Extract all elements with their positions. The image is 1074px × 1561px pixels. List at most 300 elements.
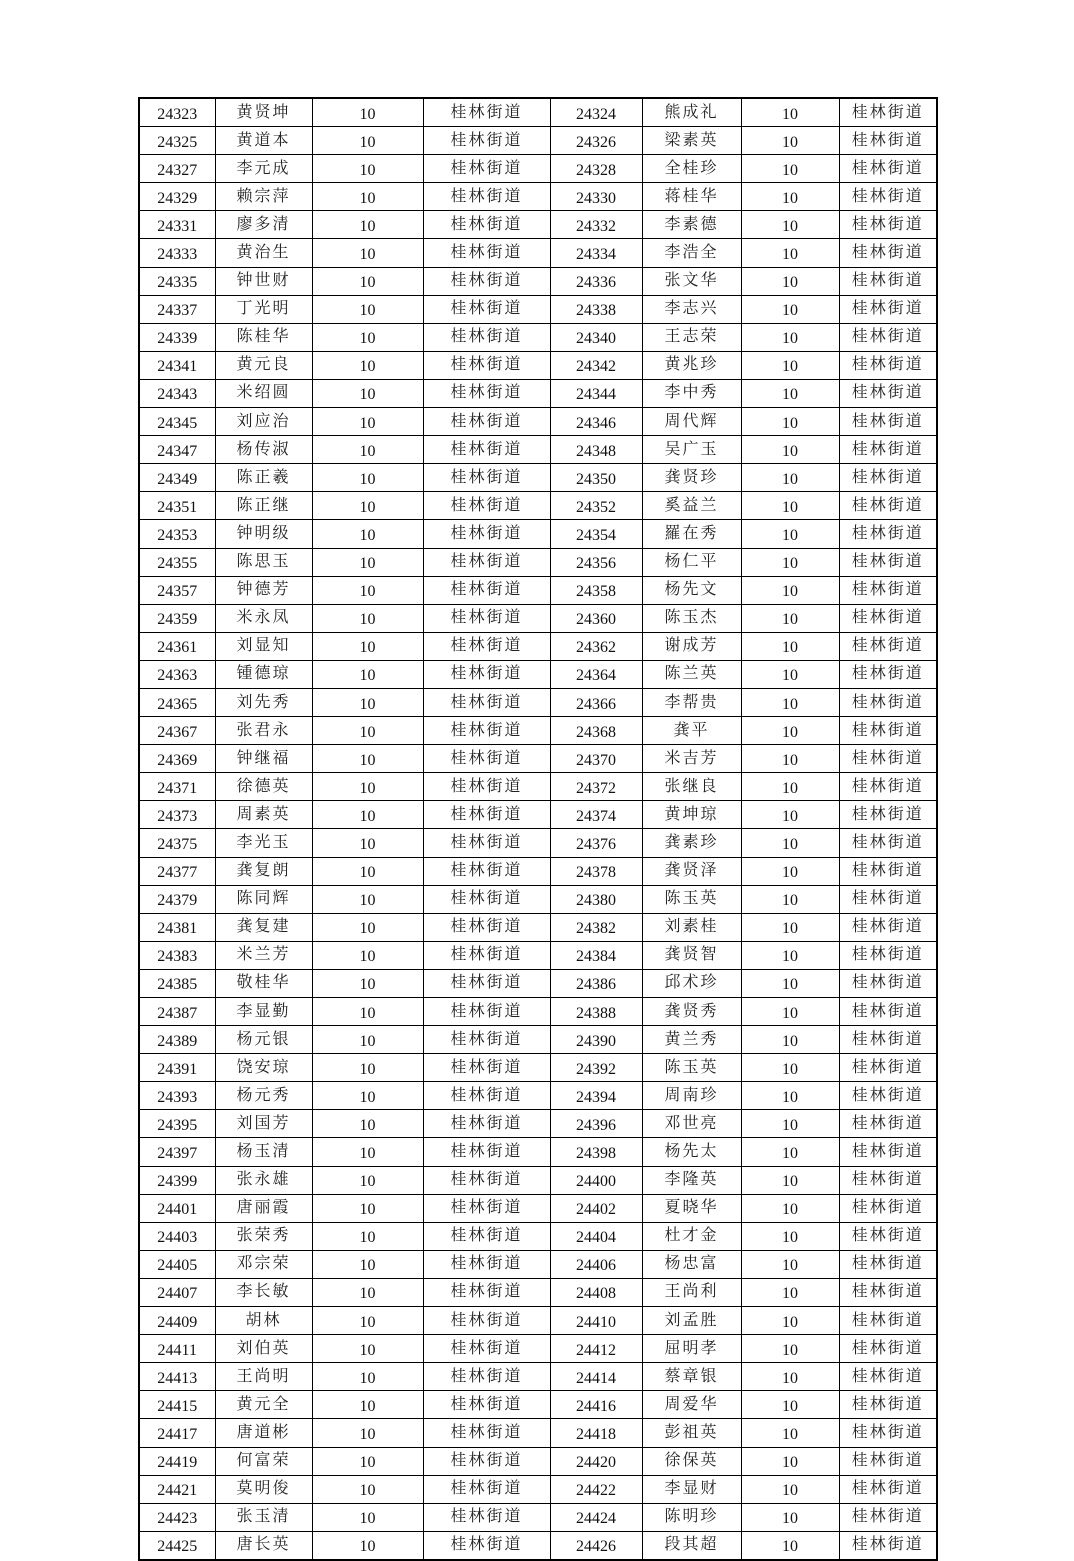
amount-cell: 10 <box>312 885 423 913</box>
table-row <box>139 1054 937 1082</box>
street-name-cell: 桂林街道 <box>423 379 550 407</box>
street-name-cell: 桂林街道 <box>423 520 550 548</box>
amount-cell: 10 <box>312 604 423 632</box>
person-name-cell: 饶安琼 <box>215 1054 312 1082</box>
person-name-cell: 何富荣 <box>215 1447 312 1475</box>
street-name-cell: 桂林街道 <box>839 351 937 379</box>
record-id-cell: 24421 <box>139 1475 215 1503</box>
street-name-cell: 桂林街道 <box>423 1531 550 1560</box>
table-row <box>139 969 937 997</box>
record-id-cell: 24401 <box>139 1194 215 1222</box>
street-name-cell: 桂林街道 <box>839 1447 937 1475</box>
street-name-cell: 桂林街道 <box>423 745 550 773</box>
record-id-cell: 24363 <box>139 660 215 688</box>
amount-cell: 10 <box>741 548 839 576</box>
person-name-cell: 陈桂华 <box>215 323 312 351</box>
record-id-cell: 24402 <box>550 1194 642 1222</box>
amount-cell: 10 <box>312 941 423 969</box>
person-name-cell: 陈玉英 <box>642 1054 741 1082</box>
table-row <box>139 1278 937 1306</box>
person-name-cell: 廖多清 <box>215 211 312 239</box>
person-name-cell: 张荣秀 <box>215 1222 312 1250</box>
table-row <box>139 745 937 773</box>
street-name-cell: 桂林街道 <box>839 408 937 436</box>
person-name-cell: 胡林 <box>215 1307 312 1335</box>
record-id-cell: 24383 <box>139 941 215 969</box>
record-id-cell: 24381 <box>139 913 215 941</box>
street-name-cell: 桂林街道 <box>423 1026 550 1054</box>
person-name-cell: 羅在秀 <box>642 520 741 548</box>
amount-cell: 10 <box>741 1335 839 1363</box>
amount-cell: 10 <box>741 1082 839 1110</box>
record-id-cell: 24335 <box>139 267 215 295</box>
street-name-cell: 桂林街道 <box>423 1447 550 1475</box>
street-name-cell: 桂林街道 <box>839 1278 937 1306</box>
person-name-cell: 龚复建 <box>215 913 312 941</box>
person-name-cell: 黄坤琼 <box>642 801 741 829</box>
street-name-cell: 桂林街道 <box>839 688 937 716</box>
amount-cell: 10 <box>741 1419 839 1447</box>
record-id-cell: 24371 <box>139 773 215 801</box>
record-id-cell: 24323 <box>139 98 215 127</box>
person-name-cell: 丁光明 <box>215 295 312 323</box>
record-id-cell: 24369 <box>139 745 215 773</box>
street-name-cell: 桂林街道 <box>839 913 937 941</box>
record-id-cell: 24386 <box>550 969 642 997</box>
table-row <box>139 801 937 829</box>
person-name-cell: 刘孟胜 <box>642 1307 741 1335</box>
record-id-cell: 24398 <box>550 1138 642 1166</box>
person-name-cell: 米吉芳 <box>642 745 741 773</box>
amount-cell: 10 <box>312 211 423 239</box>
record-id-cell: 24325 <box>139 127 215 155</box>
street-name-cell: 桂林街道 <box>423 688 550 716</box>
person-name-cell: 杜才金 <box>642 1222 741 1250</box>
street-name-cell: 桂林街道 <box>423 660 550 688</box>
amount-cell: 10 <box>312 464 423 492</box>
person-name-cell: 周代辉 <box>642 408 741 436</box>
table-row <box>139 1475 937 1503</box>
table-row <box>139 183 937 211</box>
person-name-cell: 李显财 <box>642 1475 741 1503</box>
amount-cell: 10 <box>312 660 423 688</box>
amount-cell: 10 <box>741 1307 839 1335</box>
street-name-cell: 桂林街道 <box>839 1363 937 1391</box>
table-row <box>139 436 937 464</box>
amount-cell: 10 <box>312 969 423 997</box>
record-id-cell: 24426 <box>550 1531 642 1560</box>
person-name-cell: 唐道彬 <box>215 1419 312 1447</box>
street-name-cell: 桂林街道 <box>423 211 550 239</box>
person-name-cell: 龚素珍 <box>642 829 741 857</box>
street-name-cell: 桂林街道 <box>839 1250 937 1278</box>
amount-cell: 10 <box>312 1222 423 1250</box>
table-row <box>139 632 937 660</box>
person-name-cell: 邓宗荣 <box>215 1250 312 1278</box>
person-name-cell: 米永凤 <box>215 604 312 632</box>
table-row <box>139 323 937 351</box>
person-name-cell: 王志荣 <box>642 323 741 351</box>
amount-cell: 10 <box>741 295 839 323</box>
person-name-cell: 周素英 <box>215 801 312 829</box>
record-id-cell: 24349 <box>139 464 215 492</box>
person-name-cell: 陈思玉 <box>215 548 312 576</box>
person-name-cell: 刘素桂 <box>642 913 741 941</box>
amount-cell: 10 <box>741 576 839 604</box>
record-id-cell: 24337 <box>139 295 215 323</box>
street-name-cell: 桂林街道 <box>423 239 550 267</box>
person-name-cell: 唐丽霞 <box>215 1194 312 1222</box>
record-id-cell: 24416 <box>550 1391 642 1419</box>
street-name-cell: 桂林街道 <box>423 801 550 829</box>
record-id-cell: 24327 <box>139 155 215 183</box>
street-name-cell: 桂林街道 <box>839 1222 937 1250</box>
person-name-cell: 张玉清 <box>215 1503 312 1531</box>
person-name-cell: 陈玉英 <box>642 885 741 913</box>
amount-cell: 10 <box>741 1363 839 1391</box>
amount-cell: 10 <box>312 1054 423 1082</box>
amount-cell: 10 <box>312 379 423 407</box>
amount-cell: 10 <box>741 155 839 183</box>
record-id-cell: 24400 <box>550 1166 642 1194</box>
street-name-cell: 桂林街道 <box>423 885 550 913</box>
record-id-cell: 24372 <box>550 773 642 801</box>
amount-cell: 10 <box>312 408 423 436</box>
amount-cell: 10 <box>312 745 423 773</box>
amount-cell: 10 <box>741 801 839 829</box>
street-name-cell: 桂林街道 <box>423 576 550 604</box>
table-row <box>139 1419 937 1447</box>
amount-cell: 10 <box>312 520 423 548</box>
record-id-cell: 24364 <box>550 660 642 688</box>
street-name-cell: 桂林街道 <box>423 941 550 969</box>
amount-cell: 10 <box>741 211 839 239</box>
amount-cell: 10 <box>741 632 839 660</box>
person-name-cell: 龚贤泽 <box>642 857 741 885</box>
roster-body <box>139 98 937 1560</box>
table-row <box>139 520 937 548</box>
amount-cell: 10 <box>741 1194 839 1222</box>
street-name-cell: 桂林街道 <box>423 1222 550 1250</box>
person-name-cell: 杨先文 <box>642 576 741 604</box>
record-id-cell: 24330 <box>550 183 642 211</box>
person-name-cell: 全桂珍 <box>642 155 741 183</box>
amount-cell: 10 <box>312 632 423 660</box>
person-name-cell: 李帮贵 <box>642 688 741 716</box>
record-id-cell: 24419 <box>139 1447 215 1475</box>
amount-cell: 10 <box>741 492 839 520</box>
amount-cell: 10 <box>741 660 839 688</box>
street-name-cell: 桂林街道 <box>839 1391 937 1419</box>
record-id-cell: 24380 <box>550 885 642 913</box>
street-name-cell: 桂林街道 <box>423 323 550 351</box>
person-name-cell: 李浩全 <box>642 239 741 267</box>
record-id-cell: 24410 <box>550 1307 642 1335</box>
record-id-cell: 24350 <box>550 464 642 492</box>
person-name-cell: 敬桂华 <box>215 969 312 997</box>
record-id-cell: 24389 <box>139 1026 215 1054</box>
person-name-cell: 刘伯英 <box>215 1335 312 1363</box>
amount-cell: 10 <box>741 1391 839 1419</box>
amount-cell: 10 <box>312 1082 423 1110</box>
street-name-cell: 桂林街道 <box>423 1307 550 1335</box>
street-name-cell: 桂林街道 <box>839 773 937 801</box>
person-name-cell: 黄元良 <box>215 351 312 379</box>
record-id-cell: 24344 <box>550 379 642 407</box>
person-name-cell: 谢成芳 <box>642 632 741 660</box>
amount-cell: 10 <box>312 548 423 576</box>
person-name-cell: 钟继福 <box>215 745 312 773</box>
street-name-cell: 桂林街道 <box>423 604 550 632</box>
person-name-cell: 莫明俊 <box>215 1475 312 1503</box>
record-id-cell: 24417 <box>139 1419 215 1447</box>
record-id-cell: 24408 <box>550 1278 642 1306</box>
street-name-cell: 桂林街道 <box>839 436 937 464</box>
record-id-cell: 24354 <box>550 520 642 548</box>
street-name-cell: 桂林街道 <box>839 211 937 239</box>
street-name-cell: 桂林街道 <box>839 1335 937 1363</box>
person-name-cell: 张君永 <box>215 717 312 745</box>
person-name-cell: 米绍圆 <box>215 379 312 407</box>
record-id-cell: 24361 <box>139 632 215 660</box>
person-name-cell: 赖宗萍 <box>215 183 312 211</box>
person-name-cell: 杨仁平 <box>642 548 741 576</box>
table-row <box>139 492 937 520</box>
table-row <box>139 379 937 407</box>
record-id-cell: 24334 <box>550 239 642 267</box>
amount-cell: 10 <box>312 155 423 183</box>
person-name-cell: 王尚利 <box>642 1278 741 1306</box>
street-name-cell: 桂林街道 <box>839 379 937 407</box>
person-name-cell: 杨元银 <box>215 1026 312 1054</box>
person-name-cell: 张文华 <box>642 267 741 295</box>
street-name-cell: 桂林街道 <box>839 632 937 660</box>
amount-cell: 10 <box>312 1391 423 1419</box>
person-name-cell: 李素德 <box>642 211 741 239</box>
street-name-cell: 桂林街道 <box>839 885 937 913</box>
table-row <box>139 1166 937 1194</box>
record-id-cell: 24384 <box>550 941 642 969</box>
person-name-cell: 张继良 <box>642 773 741 801</box>
street-name-cell: 桂林街道 <box>839 1110 937 1138</box>
record-id-cell: 24336 <box>550 267 642 295</box>
record-id-cell: 24415 <box>139 1391 215 1419</box>
street-name-cell: 桂林街道 <box>839 1419 937 1447</box>
record-id-cell: 24396 <box>550 1110 642 1138</box>
street-name-cell: 桂林街道 <box>839 998 937 1026</box>
street-name-cell: 桂林街道 <box>423 127 550 155</box>
record-id-cell: 24351 <box>139 492 215 520</box>
amount-cell: 10 <box>741 1531 839 1560</box>
record-id-cell: 24387 <box>139 998 215 1026</box>
amount-cell: 10 <box>312 492 423 520</box>
person-name-cell: 彭祖英 <box>642 1419 741 1447</box>
record-id-cell: 24359 <box>139 604 215 632</box>
amount-cell: 10 <box>741 408 839 436</box>
amount-cell: 10 <box>741 829 839 857</box>
street-name-cell: 桂林街道 <box>839 548 937 576</box>
amount-cell: 10 <box>741 773 839 801</box>
amount-cell: 10 <box>312 323 423 351</box>
table-row <box>139 998 937 1026</box>
amount-cell: 10 <box>741 998 839 1026</box>
record-id-cell: 24397 <box>139 1138 215 1166</box>
street-name-cell: 桂林街道 <box>423 1503 550 1531</box>
street-name-cell: 桂林街道 <box>423 155 550 183</box>
person-name-cell: 刘国芳 <box>215 1110 312 1138</box>
amount-cell: 10 <box>312 1166 423 1194</box>
table-row <box>139 773 937 801</box>
table-row <box>139 576 937 604</box>
person-name-cell: 杨传淑 <box>215 436 312 464</box>
record-id-cell: 24399 <box>139 1166 215 1194</box>
person-name-cell: 锺德琼 <box>215 660 312 688</box>
record-id-cell: 24407 <box>139 1278 215 1306</box>
street-name-cell: 桂林街道 <box>839 464 937 492</box>
amount-cell: 10 <box>312 295 423 323</box>
street-name-cell: 桂林街道 <box>839 941 937 969</box>
amount-cell: 10 <box>741 436 839 464</box>
person-name-cell: 陈正继 <box>215 492 312 520</box>
record-id-cell: 24340 <box>550 323 642 351</box>
record-id-cell: 24345 <box>139 408 215 436</box>
street-name-cell: 桂林街道 <box>423 1391 550 1419</box>
person-name-cell: 杨忠富 <box>642 1250 741 1278</box>
amount-cell: 10 <box>741 379 839 407</box>
table-row <box>139 660 937 688</box>
table-row <box>139 548 937 576</box>
person-name-cell: 龚贤智 <box>642 941 741 969</box>
street-name-cell: 桂林街道 <box>423 1278 550 1306</box>
record-id-cell: 24358 <box>550 576 642 604</box>
person-name-cell: 段其超 <box>642 1531 741 1560</box>
record-id-cell: 24382 <box>550 913 642 941</box>
amount-cell: 10 <box>312 773 423 801</box>
record-id-cell: 24395 <box>139 1110 215 1138</box>
record-id-cell: 24343 <box>139 379 215 407</box>
person-name-cell: 杨元秀 <box>215 1082 312 1110</box>
person-name-cell: 熊成礼 <box>642 98 741 127</box>
record-id-cell: 24365 <box>139 688 215 716</box>
person-name-cell: 龚平 <box>642 717 741 745</box>
table-row <box>139 885 937 913</box>
person-name-cell: 陈正羲 <box>215 464 312 492</box>
street-name-cell: 桂林街道 <box>839 98 937 127</box>
record-id-cell: 24355 <box>139 548 215 576</box>
record-id-cell: 24406 <box>550 1250 642 1278</box>
table-row <box>139 155 937 183</box>
record-id-cell: 24374 <box>550 801 642 829</box>
record-id-cell: 24418 <box>550 1419 642 1447</box>
person-name-cell: 徐德英 <box>215 773 312 801</box>
table-row <box>139 1447 937 1475</box>
record-id-cell: 24394 <box>550 1082 642 1110</box>
table-row <box>139 1363 937 1391</box>
amount-cell: 10 <box>312 1363 423 1391</box>
record-id-cell: 24412 <box>550 1335 642 1363</box>
amount-cell: 10 <box>312 857 423 885</box>
person-name-cell: 钟明级 <box>215 520 312 548</box>
person-name-cell: 邓世亮 <box>642 1110 741 1138</box>
amount-cell: 10 <box>312 717 423 745</box>
record-id-cell: 24356 <box>550 548 642 576</box>
street-name-cell: 桂林街道 <box>839 829 937 857</box>
record-id-cell: 24411 <box>139 1335 215 1363</box>
record-id-cell: 24385 <box>139 969 215 997</box>
amount-cell: 10 <box>741 1278 839 1306</box>
person-name-cell: 米兰芳 <box>215 941 312 969</box>
person-name-cell: 蔡章银 <box>642 1363 741 1391</box>
record-id-cell: 24357 <box>139 576 215 604</box>
street-name-cell: 桂林街道 <box>423 829 550 857</box>
record-id-cell: 24342 <box>550 351 642 379</box>
amount-cell: 10 <box>741 323 839 351</box>
street-name-cell: 桂林街道 <box>423 1363 550 1391</box>
street-name-cell: 桂林街道 <box>839 1531 937 1560</box>
street-name-cell: 桂林街道 <box>423 408 550 436</box>
street-name-cell: 桂林街道 <box>423 1250 550 1278</box>
amount-cell: 10 <box>741 1475 839 1503</box>
amount-cell: 10 <box>741 1250 839 1278</box>
street-name-cell: 桂林街道 <box>423 1475 550 1503</box>
table-row <box>139 1026 937 1054</box>
street-name-cell: 桂林街道 <box>839 1307 937 1335</box>
amount-cell: 10 <box>312 801 423 829</box>
amount-cell: 10 <box>312 688 423 716</box>
street-name-cell: 桂林街道 <box>839 604 937 632</box>
amount-cell: 10 <box>312 1447 423 1475</box>
record-id-cell: 24329 <box>139 183 215 211</box>
street-name-cell: 桂林街道 <box>423 1054 550 1082</box>
street-name-cell: 桂林街道 <box>839 576 937 604</box>
record-id-cell: 24424 <box>550 1503 642 1531</box>
record-id-cell: 24409 <box>139 1307 215 1335</box>
amount-cell: 10 <box>312 1278 423 1306</box>
amount-cell: 10 <box>741 717 839 745</box>
person-name-cell: 黄兆珍 <box>642 351 741 379</box>
amount-cell: 10 <box>312 913 423 941</box>
record-id-cell: 24326 <box>550 127 642 155</box>
street-name-cell: 桂林街道 <box>423 1082 550 1110</box>
table-row <box>139 98 937 127</box>
amount-cell: 10 <box>312 1531 423 1560</box>
amount-cell: 10 <box>312 1475 423 1503</box>
street-name-cell: 桂林街道 <box>839 155 937 183</box>
street-name-cell: 桂林街道 <box>423 998 550 1026</box>
table-row <box>139 1307 937 1335</box>
person-name-cell: 钟德芳 <box>215 576 312 604</box>
person-name-cell: 唐长英 <box>215 1531 312 1560</box>
table-row <box>139 211 937 239</box>
table-row <box>139 1222 937 1250</box>
person-name-cell: 黄元全 <box>215 1391 312 1419</box>
street-name-cell: 桂林街道 <box>423 1138 550 1166</box>
street-name-cell: 桂林街道 <box>839 1194 937 1222</box>
record-id-cell: 24373 <box>139 801 215 829</box>
person-name-cell: 周爱华 <box>642 1391 741 1419</box>
amount-cell: 10 <box>741 913 839 941</box>
street-name-cell: 桂林街道 <box>839 267 937 295</box>
amount-cell: 10 <box>312 351 423 379</box>
amount-cell: 10 <box>312 1503 423 1531</box>
street-name-cell: 桂林街道 <box>423 857 550 885</box>
amount-cell: 10 <box>312 267 423 295</box>
person-name-cell: 王尚明 <box>215 1363 312 1391</box>
person-name-cell: 陈同辉 <box>215 885 312 913</box>
record-id-cell: 24393 <box>139 1082 215 1110</box>
amount-cell: 10 <box>312 1194 423 1222</box>
street-name-cell: 桂林街道 <box>839 239 937 267</box>
